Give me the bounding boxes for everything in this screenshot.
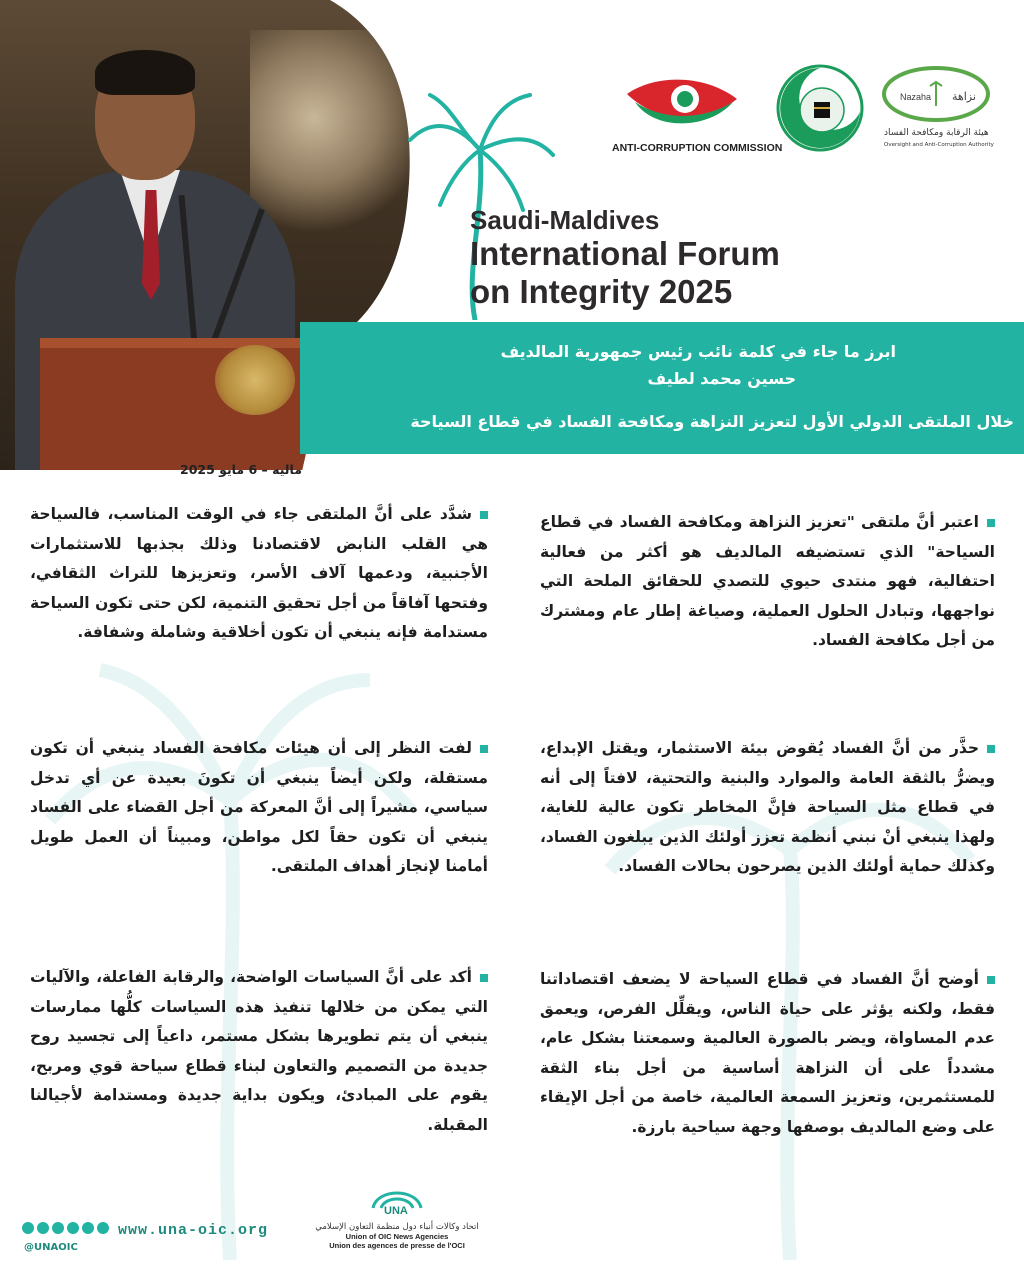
paragraph-text: أكد على أنَّ السياسات الواضحة، والرقابة الفاعلة، والآليات التي يمكن من خلالها تنفيذ هذه السياسات كلُّها ممارسات ينبغي أن يتم تطويرها بشكل مستمر، داعياً إلى تجسيد روح جديدة من التصميم والتعاون لبناء قطاع سياحة قوي ومربح، يقوم على المبادئ، ويكون بداية جديدة ومستدامة لأجيالنا المقبلة. <box>30 968 488 1134</box>
facebook-icon[interactable] <box>52 1222 64 1234</box>
una-english-name: Union of OIC News Agencies <box>345 1232 449 1241</box>
bullet-icon <box>987 745 995 753</box>
forum-title-line3: on Integrity 2025 <box>470 273 733 310</box>
una-mark-icon <box>367 1182 427 1216</box>
nazaha-logo <box>880 62 992 154</box>
partner-logos <box>612 62 994 154</box>
instagram-icon[interactable] <box>37 1222 49 1234</box>
paragraph-text: حذَّر من أنَّ الفساد يُقوض بيئة الاستثمار، ويقتل الإبداع، ويضرُّ بالثقة العامة والموارد والبنية والتحتية، لافتاً إلى أنه في قطاع مثل السياحة فإنَّ المخاطر تكون عالية للغاية، ولهذا ينبغي أنْ نبني أنظمة تعزز أولئك الذين يبلغون الفساد، وكذلك حماية أولئك الذين يصرحون بحالات الفساد. <box>540 739 995 875</box>
telegram-icon[interactable] <box>97 1222 109 1234</box>
paragraph-text: شدَّد على أنَّ الملتقى جاء في الوقت المناسب، فالسياحة هي القلب النابض لاقتصادنا وذلك بجذبها للاستثمارات الأجنبية، ودعمها آلاف الأسر، وتعزيزها للتراث الثقافي، وفتحها آفاقاً من أجل تحقيق التنمية، لكن حتى تكون السياحة مستدامة فإنه ينبغي أن تكون أخلاقية وشاملة وشفافة. <box>30 505 488 641</box>
banner-line1: ابرز ما جاء في كلمة نائب رئيس جمهورية المالديف <box>500 342 896 361</box>
paragraph-left-3 <box>30 963 488 1140</box>
svg-text:UNA: UNA <box>384 1205 408 1216</box>
una-french-name: Union des agences de presse de l'OCI <box>329 1241 465 1250</box>
svg-text:Nazaha: Nazaha <box>900 92 932 102</box>
forum-title-line2: International Forum <box>470 235 780 272</box>
una-logo <box>312 1182 482 1272</box>
paragraph-right-3 <box>540 965 995 1142</box>
bullet-icon <box>987 976 995 984</box>
nazaha-arabic-name: هيئة الرقابة ومكافحة الفساد <box>884 128 989 138</box>
acc-logo-text: ANTI-CORRUPTION COMMISSION <box>612 142 783 154</box>
banner-line2: حسين محمد لطيف <box>647 369 796 388</box>
headline-banner <box>300 322 1024 454</box>
paragraph-left-1 <box>30 500 488 648</box>
x-icon[interactable] <box>22 1222 34 1234</box>
una-arabic-name: اتحاد وكالات أنباء دول منظمة التعاون الإسلامي <box>315 1222 479 1232</box>
social-handle: @UNAOIC <box>24 1242 78 1253</box>
forum-title <box>470 205 780 311</box>
linkedin-icon[interactable] <box>82 1222 94 1234</box>
svg-text:نزاهة: نزاهة <box>952 90 976 103</box>
background-palm-icon <box>40 640 420 1260</box>
paragraph-right-2 <box>540 734 995 882</box>
oic-logo-icon <box>774 62 866 154</box>
bullet-icon <box>480 745 488 753</box>
bullet-icon <box>987 519 995 527</box>
dateline: ماليه – 6 مايو 2025 <box>180 462 302 477</box>
paragraph-right-1 <box>540 508 995 656</box>
forum-title-line1: Saudi-Maldives <box>470 205 660 235</box>
nazaha-mark-icon <box>880 62 992 124</box>
anti-corruption-commission-logo <box>612 64 783 154</box>
nazaha-english-name: Oversight and Anti-Corruption Authority <box>884 142 994 148</box>
paragraph-text: اعتبر أنَّ ملتقى "تعزيز النزاهة ومكافحة الفساد في قطاع السياحة" الذي تستضيفه المالديف هو أكثر من فعالية احتفالية، فهو منتدى حيوي للتصدي للحقائق الملحة التي نواجهها، وتبادل الحلول العملية، وصياغة إطار عام ومشترك من أجل مكافحة الفساد. <box>540 513 995 649</box>
website-link[interactable]: www.una-oic.org <box>118 1222 269 1239</box>
banner-line3: خلال الملتقى الدولي الأول لتعزيز النزاهة ومكافحة الفساد في قطاع السياحة <box>410 412 1014 431</box>
social-icons <box>22 1222 109 1234</box>
paragraph-text: أوضح أنَّ الفساد في قطاع السياحة لا يضعف اقتصاداتنا فقط، ولكنه يؤثر على حياة الناس، ويقلِّل الفرص، ويعمق عدم المساواة، ويضر بالصورة العالمية وسمعتنا بشكل عام، مشدداً على أن النزاهة أساسية من أجل بناء الثقة للمستثمرين، وتعزيز السمعة العالمية، خاصة من أجل الإيقاء على وضع المالديف بوصفها وجهة سياحية بارزة. <box>540 970 995 1136</box>
paragraph-text: لفت النظر إلى أن هيئات مكافحة الفساد ينبغي أن تكون مستقلة، ولكن أيضاً ينبغي أن تكونَ بعيدة عن أي تدخل سياسي، مشيراً إلى أنَّ المعركة من أجل القضاء على الفساد ينبغي أن تكون حقاً لكل مواطن، ومبيناً أن العمل طويل أمامنا لإنجاز أهداف الملتقى. <box>30 739 488 875</box>
youtube-icon[interactable] <box>67 1222 79 1234</box>
bullet-icon <box>480 974 488 982</box>
paragraph-left-2 <box>30 734 488 882</box>
eye-logo-icon <box>625 74 740 129</box>
bullet-icon <box>480 511 488 519</box>
